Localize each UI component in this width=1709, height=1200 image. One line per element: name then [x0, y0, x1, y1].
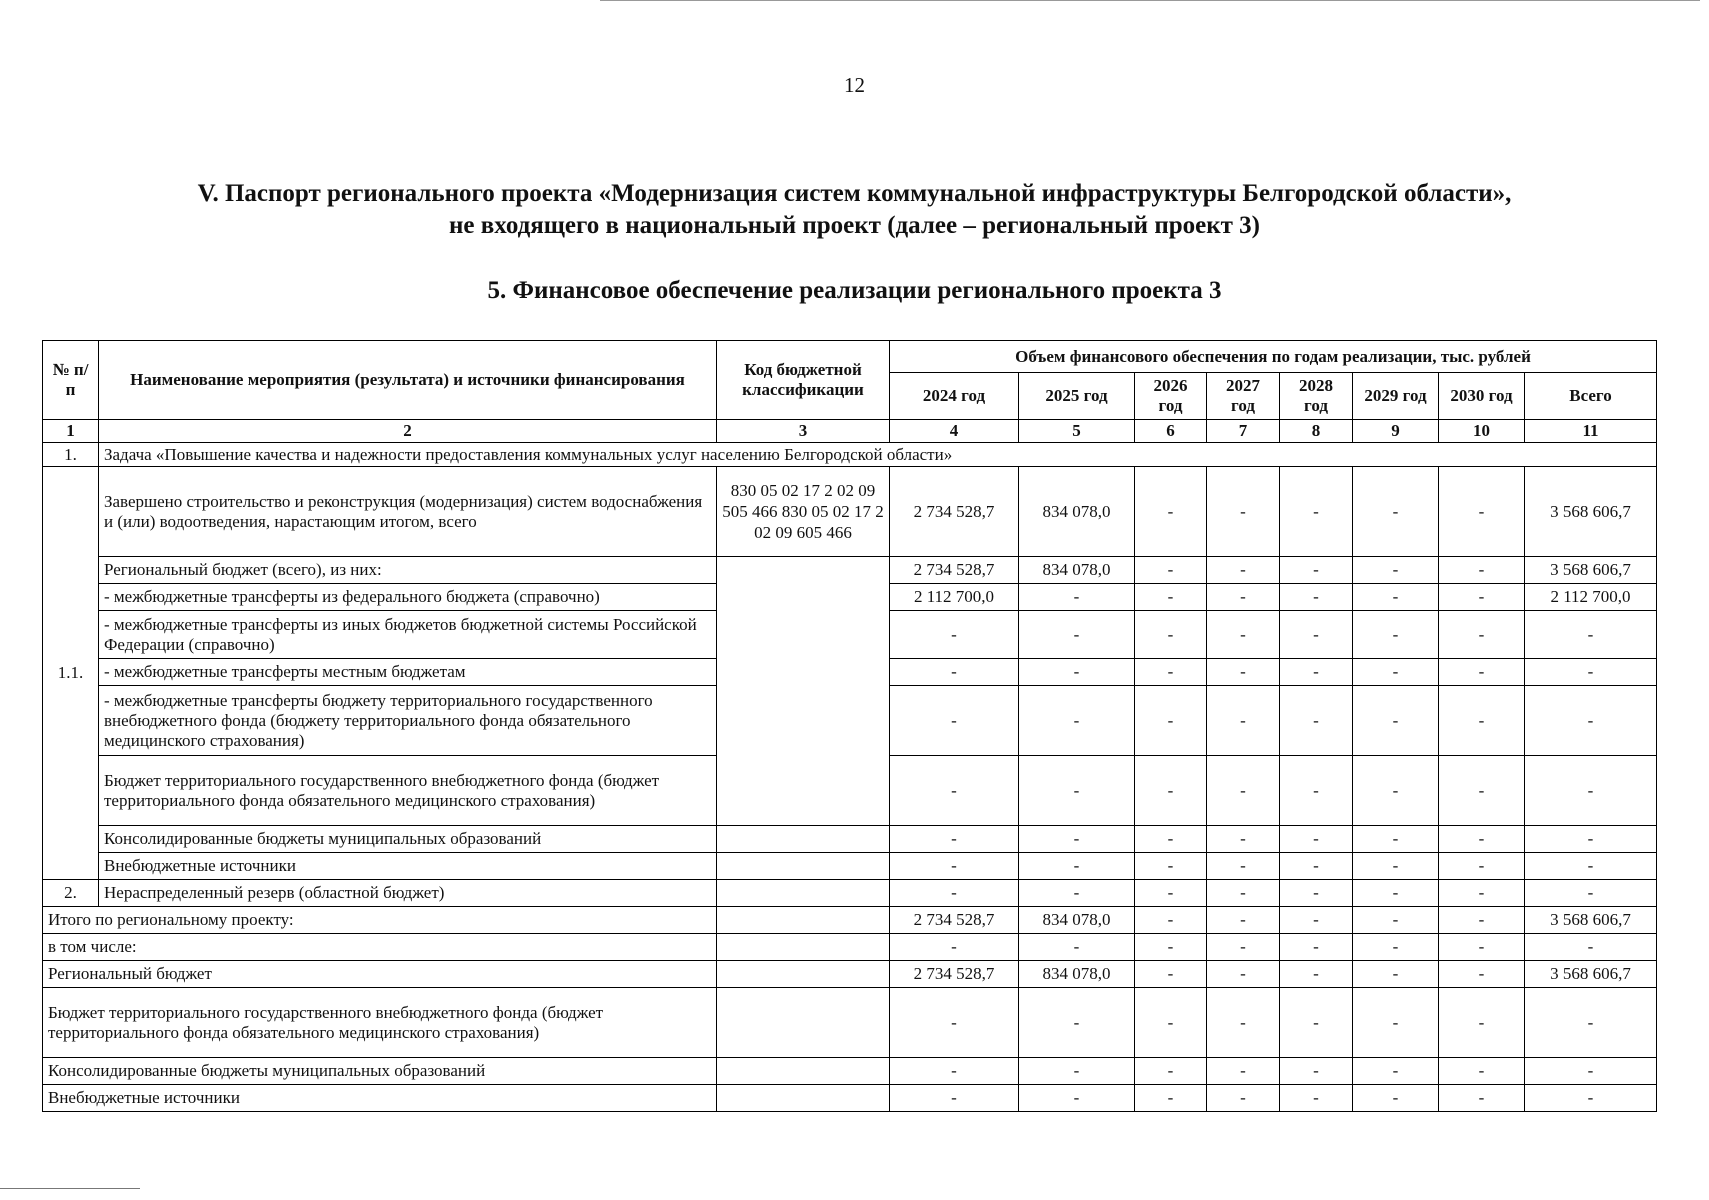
value-2025: 834 078,0	[1019, 907, 1135, 934]
value-total: 3 568 606,7	[1525, 467, 1657, 557]
value-2024: 2 112 700,0	[890, 584, 1019, 611]
total-name: в том числе:	[43, 934, 717, 961]
header-num: № п/п	[43, 341, 99, 420]
value-2024: 2 734 528,7	[890, 961, 1019, 988]
value-2028: -	[1280, 826, 1353, 853]
budget-code-empty	[717, 988, 890, 1058]
col-number: 4	[890, 420, 1019, 443]
value-2029: -	[1353, 961, 1439, 988]
col-number: 8	[1280, 420, 1353, 443]
value-2027: -	[1207, 826, 1280, 853]
header-code: Код бюджетной классификации	[717, 341, 890, 420]
value-total: -	[1525, 1085, 1657, 1112]
value-2027: -	[1207, 934, 1280, 961]
value-2026: -	[1135, 934, 1207, 961]
table-row	[43, 826, 1657, 853]
row-name: Завершено строительство и реконструкция (модернизация) систем водоснабжения и (или) водоотведения, нарастающим итогом, всего	[99, 467, 717, 557]
value-2030: -	[1439, 611, 1525, 659]
total-row	[43, 1058, 1657, 1085]
value-total: -	[1525, 686, 1657, 756]
row-name: Бюджет территориального государственного внебюджетного фонда (бюджет территориального фонда обязательного медицинского страхования)	[99, 756, 717, 826]
value-total: 3 568 606,7	[1525, 557, 1657, 584]
value-2030: -	[1439, 853, 1525, 880]
value-2028: -	[1280, 659, 1353, 686]
row-name: Нераспределенный резерв (областной бюджет)	[99, 880, 717, 907]
col-number: 9	[1353, 420, 1439, 443]
value-2024: -	[890, 756, 1019, 826]
value-2026: -	[1135, 853, 1207, 880]
value-2030: -	[1439, 467, 1525, 557]
total-row	[43, 934, 1657, 961]
header-2026: 2026 год	[1135, 373, 1207, 420]
budget-code-empty	[717, 1085, 890, 1112]
budget-code: 830 05 02 17 2 02 09 505 466 830 05 02 17 2 02 09 605 466	[717, 467, 890, 557]
value-total: 2 112 700,0	[1525, 584, 1657, 611]
value-2027: -	[1207, 584, 1280, 611]
table-row	[43, 853, 1657, 880]
col-number: 2	[99, 420, 717, 443]
value-2026: -	[1135, 1058, 1207, 1085]
value-2029: -	[1353, 659, 1439, 686]
value-2030: -	[1439, 1085, 1525, 1112]
header-2025: 2025 год	[1019, 373, 1135, 420]
budget-code-empty	[717, 853, 890, 880]
value-2028: -	[1280, 988, 1353, 1058]
value-total: -	[1525, 756, 1657, 826]
value-2024: 2 734 528,7	[890, 907, 1019, 934]
value-2028: -	[1280, 584, 1353, 611]
value-2029: -	[1353, 988, 1439, 1058]
header-2030: 2030 год	[1439, 373, 1525, 420]
budget-code-empty	[717, 907, 890, 934]
row-name: Региональный бюджет (всего), из них:	[99, 557, 717, 584]
value-2026: -	[1135, 756, 1207, 826]
header-2028: 2028 год	[1280, 373, 1353, 420]
value-2030: -	[1439, 961, 1525, 988]
col-number: 3	[717, 420, 890, 443]
section-title: 5. Финансовое обеспечение реализации регионального проекта 3	[487, 277, 1222, 304]
header-2024: 2024 год	[890, 373, 1019, 420]
value-2024: -	[890, 1058, 1019, 1085]
value-2025: 834 078,0	[1019, 961, 1135, 988]
value-2027: -	[1207, 756, 1280, 826]
row-num: 1.	[43, 443, 99, 467]
value-2026: -	[1135, 826, 1207, 853]
value-2027: -	[1207, 1085, 1280, 1112]
value-2024: -	[890, 611, 1019, 659]
value-2030: -	[1439, 826, 1525, 853]
page-number: 12	[844, 73, 865, 97]
value-2029: -	[1353, 467, 1439, 557]
row-name: - межбюджетные трансферты местным бюджетам	[99, 659, 717, 686]
value-2027: -	[1207, 1058, 1280, 1085]
value-2025: 834 078,0	[1019, 557, 1135, 584]
value-2027: -	[1207, 611, 1280, 659]
header-name: Наименование мероприятия (результата) и источники финансирования	[99, 341, 717, 420]
value-2027: -	[1207, 467, 1280, 557]
task-row	[43, 443, 1657, 467]
value-2026: -	[1135, 659, 1207, 686]
scan-mark	[600, 0, 1700, 1]
header-volume: Объем финансового обеспечения по годам реализации, тыс. рублей	[890, 341, 1657, 373]
value-2028: -	[1280, 853, 1353, 880]
value-2030: -	[1439, 934, 1525, 961]
value-2025: -	[1019, 1058, 1135, 1085]
budget-code-empty	[717, 557, 890, 826]
value-2024: -	[890, 1085, 1019, 1112]
value-2029: -	[1353, 1085, 1439, 1112]
col-number: 5	[1019, 420, 1135, 443]
table-row	[43, 557, 1657, 584]
budget-code-empty	[717, 1058, 890, 1085]
value-2029: -	[1353, 756, 1439, 826]
document-title	[80, 178, 1629, 242]
task-text: Задача «Повышение качества и надежности предоставления коммунальных услуг населению Белгородской области»	[99, 443, 1657, 467]
value-2030: -	[1439, 880, 1525, 907]
value-2029: -	[1353, 907, 1439, 934]
value-2026: -	[1135, 880, 1207, 907]
value-2026: -	[1135, 961, 1207, 988]
budget-code-empty	[717, 826, 890, 853]
value-2029: -	[1353, 1058, 1439, 1085]
value-2030: -	[1439, 686, 1525, 756]
table-row	[43, 880, 1657, 907]
col-number: 10	[1439, 420, 1525, 443]
value-2027: -	[1207, 961, 1280, 988]
value-2030: -	[1439, 907, 1525, 934]
value-total: -	[1525, 988, 1657, 1058]
value-2029: -	[1353, 880, 1439, 907]
budget-code-empty	[717, 880, 890, 907]
total-row	[43, 907, 1657, 934]
value-2024: -	[890, 934, 1019, 961]
value-2027: -	[1207, 880, 1280, 907]
value-2024: -	[890, 826, 1019, 853]
value-2025: -	[1019, 988, 1135, 1058]
value-2025: -	[1019, 934, 1135, 961]
value-2028: -	[1280, 686, 1353, 756]
value-2029: -	[1353, 557, 1439, 584]
row-name: Внебюджетные источники	[99, 853, 717, 880]
col-number: 6	[1135, 420, 1207, 443]
row-name: - межбюджетные трансферты из иных бюджетов бюджетной системы Российской Федерации (справочно)	[99, 611, 717, 659]
budget-code-empty	[717, 934, 890, 961]
value-total: 3 568 606,7	[1525, 907, 1657, 934]
value-2028: -	[1280, 907, 1353, 934]
value-2030: -	[1439, 756, 1525, 826]
value-2029: -	[1353, 686, 1439, 756]
value-2025: -	[1019, 756, 1135, 826]
total-row	[43, 961, 1657, 988]
value-total: -	[1525, 659, 1657, 686]
value-2030: -	[1439, 659, 1525, 686]
value-total: -	[1525, 826, 1657, 853]
value-total: -	[1525, 611, 1657, 659]
value-2029: -	[1353, 826, 1439, 853]
col-number: 1	[43, 420, 99, 443]
value-total: -	[1525, 880, 1657, 907]
total-name: Бюджет территориального государственного внебюджетного фонда (бюджет территориального фонда обязательного медицинского страхования)	[43, 988, 717, 1058]
table-row	[43, 467, 1657, 557]
value-2027: -	[1207, 988, 1280, 1058]
value-2024: -	[890, 853, 1019, 880]
row-name: - межбюджетные трансферты из федерального бюджета (справочно)	[99, 584, 717, 611]
value-2025: -	[1019, 880, 1135, 907]
value-2028: -	[1280, 1058, 1353, 1085]
value-2027: -	[1207, 557, 1280, 584]
header-total: Всего	[1525, 373, 1657, 420]
header-2027: 2027 год	[1207, 373, 1280, 420]
title-line-2: не входящего в национальный проект (далее – региональный проект 3)	[449, 212, 1260, 239]
total-name: Региональный бюджет	[43, 961, 717, 988]
value-2028: -	[1280, 880, 1353, 907]
budget-code-empty	[717, 961, 890, 988]
value-total: -	[1525, 853, 1657, 880]
value-2025: -	[1019, 611, 1135, 659]
value-2028: -	[1280, 961, 1353, 988]
value-2029: -	[1353, 853, 1439, 880]
value-2025: -	[1019, 853, 1135, 880]
total-name: Внебюджетные источники	[43, 1085, 717, 1112]
header-2029: 2029 год	[1353, 373, 1439, 420]
value-2026: -	[1135, 1085, 1207, 1112]
financing-table	[42, 340, 1657, 1112]
value-2030: -	[1439, 584, 1525, 611]
title-line-1: V. Паспорт регионального проекта «Модернизация систем коммунальной инфраструктуры Белгородской области»,	[197, 180, 1512, 207]
value-2029: -	[1353, 584, 1439, 611]
value-2030: -	[1439, 1058, 1525, 1085]
value-2025: -	[1019, 686, 1135, 756]
value-2024: -	[890, 880, 1019, 907]
row-name: - межбюджетные трансферты бюджету территориального государственного внебюджетного фонда (бюджету территориального фонда обязательного медицинского страхования)	[99, 686, 717, 756]
scan-mark	[0, 1188, 140, 1189]
value-2024: -	[890, 686, 1019, 756]
total-row	[43, 988, 1657, 1058]
value-2028: -	[1280, 756, 1353, 826]
value-total: 3 568 606,7	[1525, 961, 1657, 988]
value-2027: -	[1207, 853, 1280, 880]
value-2025: -	[1019, 659, 1135, 686]
value-2024: 2 734 528,7	[890, 467, 1019, 557]
row-num: 1.1.	[43, 467, 99, 880]
value-2029: -	[1353, 611, 1439, 659]
value-2028: -	[1280, 1085, 1353, 1112]
value-total: -	[1525, 934, 1657, 961]
value-2028: -	[1280, 467, 1353, 557]
value-2025: 834 078,0	[1019, 467, 1135, 557]
value-2029: -	[1353, 934, 1439, 961]
value-2026: -	[1135, 907, 1207, 934]
total-name: Консолидированные бюджеты муниципальных образований	[43, 1058, 717, 1085]
value-total: -	[1525, 1058, 1657, 1085]
value-2024: -	[890, 659, 1019, 686]
value-2030: -	[1439, 557, 1525, 584]
value-2026: -	[1135, 611, 1207, 659]
value-2024: 2 734 528,7	[890, 557, 1019, 584]
value-2024: -	[890, 988, 1019, 1058]
value-2030: -	[1439, 988, 1525, 1058]
value-2026: -	[1135, 557, 1207, 584]
value-2028: -	[1280, 557, 1353, 584]
value-2028: -	[1280, 934, 1353, 961]
value-2026: -	[1135, 584, 1207, 611]
value-2026: -	[1135, 467, 1207, 557]
value-2027: -	[1207, 907, 1280, 934]
value-2028: -	[1280, 611, 1353, 659]
col-number: 11	[1525, 420, 1657, 443]
value-2025: -	[1019, 1085, 1135, 1112]
value-2026: -	[1135, 686, 1207, 756]
row-num: 2.	[43, 880, 99, 907]
value-2027: -	[1207, 659, 1280, 686]
value-2027: -	[1207, 686, 1280, 756]
value-2026: -	[1135, 988, 1207, 1058]
total-name: Итого по региональному проекту:	[43, 907, 717, 934]
row-name: Консолидированные бюджеты муниципальных образований	[99, 826, 717, 853]
col-number: 7	[1207, 420, 1280, 443]
value-2025: -	[1019, 826, 1135, 853]
value-2025: -	[1019, 584, 1135, 611]
total-row	[43, 1085, 1657, 1112]
